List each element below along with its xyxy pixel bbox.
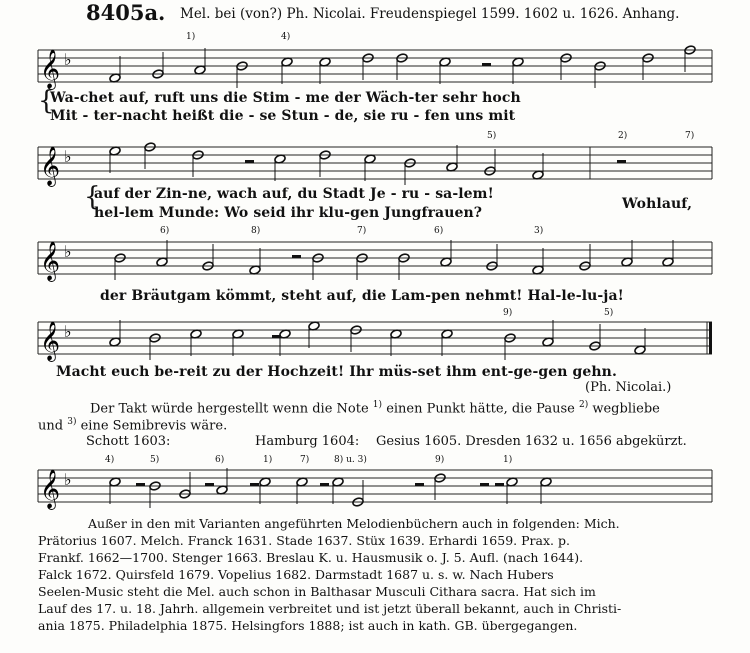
variant-marker: 8) u. 3) [334,455,367,465]
lyrics-line: hel-lem Munde: Wo seid ihr klu-gen Jungfrauen? [94,205,483,221]
variant-source-rest: Gesius 1605. Dresden 1632 u. 1656 abgekürzt. [376,434,687,449]
note-marker: 1) [372,400,383,410]
flat-icon: ♭ [64,50,72,69]
flat-icon: ♭ [64,242,72,261]
lyrics-line: Macht euch be-reit zu der Hochzeit! Ihr müs-set ihm ent-ge-gen gehn. [56,364,617,380]
lyrics-line: Wohlauf, [622,196,693,212]
body-text-line: Außer in den mit Varianten angeführten Melodienbüchern auch in folgenden: Mich. [88,516,620,531]
treble-clef-icon: 𝄞 [40,49,61,89]
variant-marker: 1) [503,455,513,465]
variant-marker: 5) [487,131,497,141]
variant-source-hamburg: Hamburg 1604: [255,434,360,449]
music-staff-3 [0,238,750,281]
brace: { [84,182,101,212]
variant-marker: 6) [215,455,225,465]
treble-clef-icon: 𝄞 [40,241,61,281]
variant-marker: 8) [251,226,261,236]
body-text-line: ania 1875. Philadelphia 1875. Helsingfors 1888; ist auch in kath. GB. übergegangen. [38,618,578,633]
music-staff-2 [0,143,750,186]
note-marker: 3) [67,417,77,427]
flat-icon: ♭ [64,470,72,489]
variant-marker: 1) [263,455,273,465]
lyrics-line: auf der Zin-ne, wach auf, du Stadt Je - ru - sa-lem! [94,186,494,202]
note-text: wegbliebe [592,401,660,417]
flat-icon: ♭ [64,147,72,166]
body-text-line: Falck 1672. Quirsfeld 1679. Vopelius 1682. Darmstadt 1687 u. s. w. Nach Hubers [38,567,554,582]
lyrics-line: Wa-chet auf, ruft uns die Stim - me der Wäch-ter sehr hoch [50,90,521,106]
variant-marker: 7) [300,455,310,465]
treble-clef-icon: 𝄞 [40,469,61,509]
variant-marker: 1) [186,32,196,42]
variant-marker: 6) [434,226,444,236]
brace: { [38,86,55,116]
note-text: einen Punkt hätte, die Pause [386,401,575,417]
variant-source-schott: Schott 1603: [86,434,171,449]
hymn-number: 8405a. [86,0,166,25]
variant-marker: 7) [685,131,695,141]
variant-marker: 9) [435,455,445,465]
lyrics-line: Mit - ter-nacht heißt die - se Stun - de, sie ru - fen uns mit [50,108,516,124]
variant-marker: 4) [105,455,115,465]
lyrics-line: der Bräutgam kömmt, steht auf, die Lam-pen nehmt! Hal-le-lu-ja! [100,288,624,304]
editorial-note-line-1 [90,400,660,416]
note-text: und [38,418,64,434]
treble-clef-icon: 𝄞 [40,146,61,186]
music-staff-1 [0,46,750,89]
body-text-line: Frankf. 1662—1700. Stenger 1663. Breslau K. u. Hausmusik o. J. 5. Aufl. (nach 1644). [38,550,584,565]
body-text-line: Seelen-Music steht die Mel. auch schon in Balthasar Musculi Cithara sacra. Hat sich im [38,584,596,599]
variant-marker: 2) [618,131,628,141]
treble-clef-icon: 𝄞 [40,321,61,361]
body-text-line: Lauf des 17. u. 18. Jahrh. allgemein verbreitet und ist jetzt überall bekannt, auch in Christi- [38,601,622,616]
variant-marker: 4) [281,32,291,42]
variant-marker: 3) [534,226,544,236]
variant-marker: 7) [357,226,367,236]
variant-marker: 6) [160,226,170,236]
editorial-note-line-2 [38,417,227,433]
variant-marker: 5) [150,455,160,465]
variant-marker: 9) [503,308,513,318]
note-text: Der Takt würde hergestellt wenn die Note [90,401,369,417]
attribution: (Ph. Nicolai.) [585,380,672,395]
body-text-line: Prätorius 1607. Melch. Franck 1631. Stade 1637. Stüx 1639. Erhardi 1659. Prax. p. [38,533,570,548]
note-marker: 2) [578,400,589,410]
variants-staff [0,466,750,509]
flat-icon: ♭ [64,322,72,341]
variant-marker: 5) [604,308,614,318]
melody-source: Mel. bei (von?) Ph. Nicolai. Freudenspiegel 1599. 1602 u. 1626. Anhang. [180,6,680,22]
note-text: eine Semibrevis wäre. [80,418,228,434]
music-staff-4 [0,318,750,361]
